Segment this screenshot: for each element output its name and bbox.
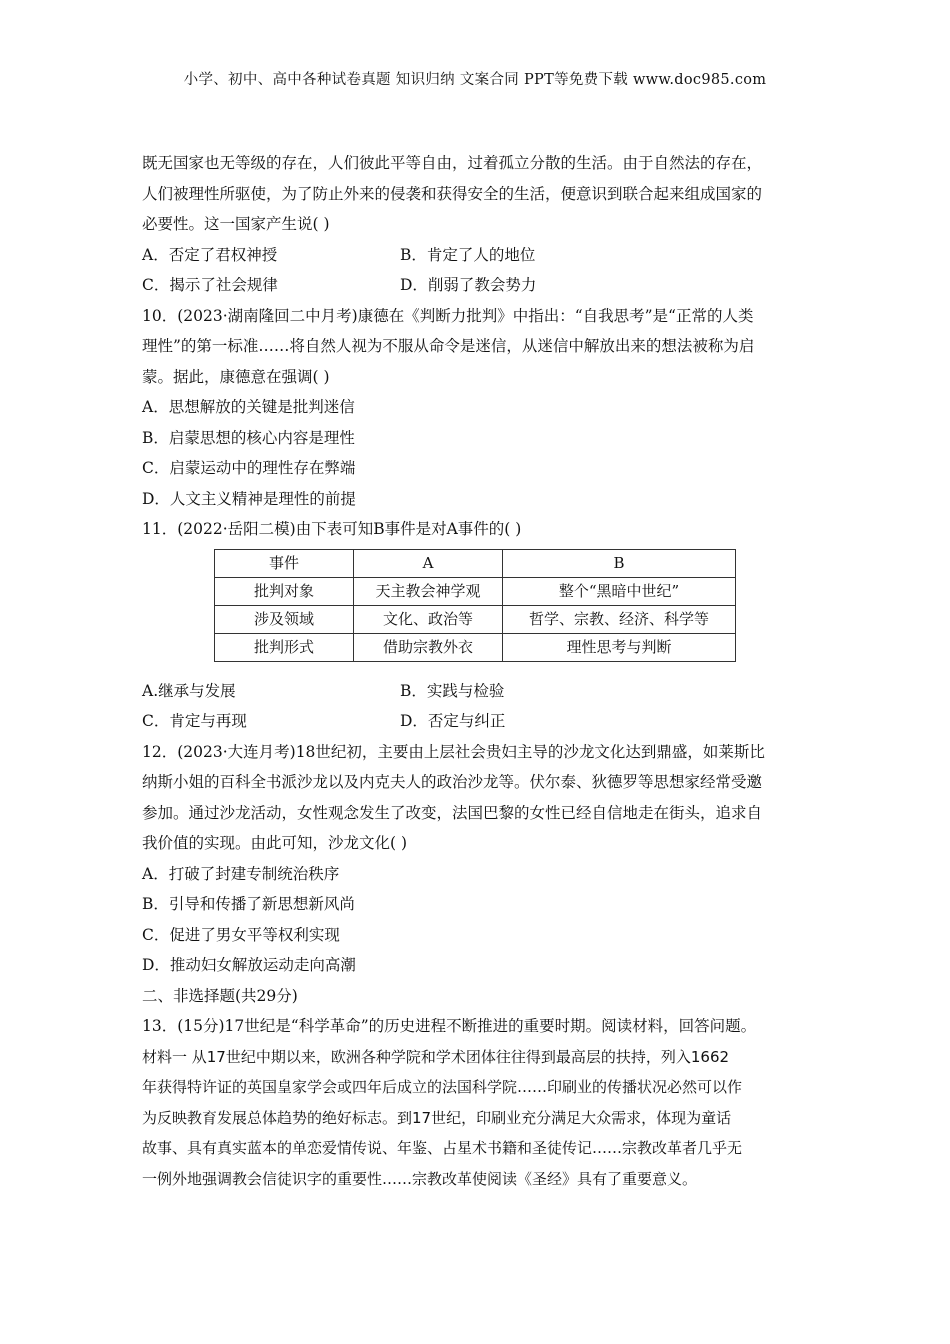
table-cell: 天主教会神学观 — [354, 577, 503, 605]
q10-line-2: 理性”的第一标准……将自然人视为不服从命令是迷信，从迷信中解放出来的想法被称为启 — [142, 337, 755, 355]
table-header-cell: A — [354, 549, 503, 577]
table-cell: 批判形式 — [215, 633, 354, 661]
table-row — [215, 577, 736, 605]
question-13 — [142, 1011, 810, 1194]
q9-option-d: D．削弱了教会势力 — [400, 276, 537, 294]
table-cell: 理性思考与判断 — [503, 633, 736, 661]
q13-material-line-2: 年获得特许证的英国皇家学会或四年后成立的法国科学院……印刷业的传播状况必然可以作 — [142, 1078, 743, 1096]
table-row — [215, 605, 736, 633]
q10-option-d: D．人文主义精神是理性的前提 — [142, 489, 356, 508]
q10-option-a: A．思想解放的关键是批判迷信 — [142, 398, 355, 416]
q9-option-a: A．否定了君权神授 — [142, 245, 278, 264]
table-cell: 文化、政治等 — [354, 605, 503, 633]
q12-line-2: 纳斯小姐的百科全书派沙龙以及内克夫人的政治沙龙等。伏尔泰、狄德罗等思想家经常受邀 — [142, 773, 763, 791]
q10-line-3: 蒙。据此，康德意在强调( ) — [142, 367, 330, 386]
q12-option-d: D．推动妇女解放运动走向高潮 — [142, 956, 356, 974]
section-heading: 二、非选择题(共29分) — [142, 986, 298, 1005]
table-cell: 借助宗教外衣 — [354, 633, 503, 661]
table-cell: 哲学、宗教、经济、科学等 — [503, 605, 736, 633]
q9-option-b: B．肯定了人的地位 — [400, 245, 536, 264]
table-header-cell: 事件 — [215, 549, 354, 577]
q9-line-3: 必要性。这一国家产生说( ) — [142, 215, 330, 233]
table-row — [215, 633, 736, 661]
question-11 — [142, 514, 810, 737]
comparison-table — [214, 549, 736, 662]
q12-line-3: 参加。通过沙龙活动，女性观念发生了改变，法国巴黎的女性已经自信地走在街头，追求自 — [142, 803, 763, 822]
q12-option-b: B．引导和传播了新思想新风尚 — [142, 895, 355, 913]
q13-material-line-5: 一例外地强调教会信徒识字的重要性……宗教改革使阅读《圣经》具有了重要意义。 — [142, 1169, 698, 1188]
q9-line-1: 既无国家也无等级的存在，人们彼此平等自由，过着孤立分散的生活。由于自然法的存在， — [142, 154, 763, 172]
q9-line-2: 人们被理性所驱使，为了防止外来的侵袭和获得安全的生活，便意识到联合起来组成国家的 — [142, 184, 763, 203]
table-cell: 整个“黑暗中世纪” — [503, 577, 736, 605]
q12-option-a: A．打破了封建专制统治秩序 — [142, 864, 340, 883]
question-10 — [142, 301, 810, 515]
table-header-row — [215, 549, 736, 577]
table-cell: 涉及领域 — [215, 605, 354, 633]
q13-material-line-1: 材料一 从17世纪中期以来，欧洲各种学院和学术团体往往得到最高层的扶持，列入1662 — [142, 1047, 730, 1066]
q11-option-b: B．实践与检验 — [400, 681, 505, 700]
table-header-cell: B — [503, 549, 736, 577]
q13-material-line-4: 故事、具有真实蓝本的单恋爱情传说、年鉴、占星术书籍和圣徒传记……宗教改革者几乎无 — [142, 1139, 743, 1157]
q10-line-1: 10．(2023·湖南隆回二中月考)康德在《判断力批判》中指出：“自我思考”是“正常的人类 — [142, 306, 754, 325]
q13-stem: 13．(15分)17世纪是“科学革命”的历史进程不断推进的重要时期。阅读材料，回答问题。 — [142, 1017, 757, 1035]
q11-option-a: A.继承与发展 — [142, 681, 236, 700]
q13-material-line-3: 为反映教育发展总体趋势的绝好标志。到17世纪，印刷业充分满足大众需求，体现为童话 — [142, 1108, 732, 1127]
q10-option-b: B．启蒙思想的核心内容是理性 — [142, 428, 355, 447]
q9-option-c: C．揭示了社会规律 — [142, 276, 278, 294]
question-12 — [142, 737, 810, 981]
table-cell: 批判对象 — [215, 577, 354, 605]
q11-stem: 11．(2022·岳阳二模)由下表可知B事件是对A事件的( ) — [142, 520, 522, 538]
question-9 — [142, 148, 810, 301]
q10-option-c: C．启蒙运动中的理性存在弊端 — [142, 459, 356, 477]
page-header: 小学、初中、高中各种试卷真题 知识归纳 文案合同 PPT等免费下载 www.doc985.com — [183, 72, 767, 88]
q12-line-4: 我价值的实现。由此可知，沙龙文化( ) — [142, 834, 408, 852]
q11-option-d: D．否定与纠正 — [400, 712, 506, 730]
q12-line-1: 12．(2023·大连月考)18世纪初，主要由上层社会贵妇主导的沙龙文化达到鼎盛，如莱斯比 — [142, 742, 765, 761]
document-body — [142, 148, 810, 1194]
q11-option-c: C．肯定与再现 — [142, 712, 247, 730]
q12-option-c: C．促进了男女平等权利实现 — [142, 925, 340, 944]
